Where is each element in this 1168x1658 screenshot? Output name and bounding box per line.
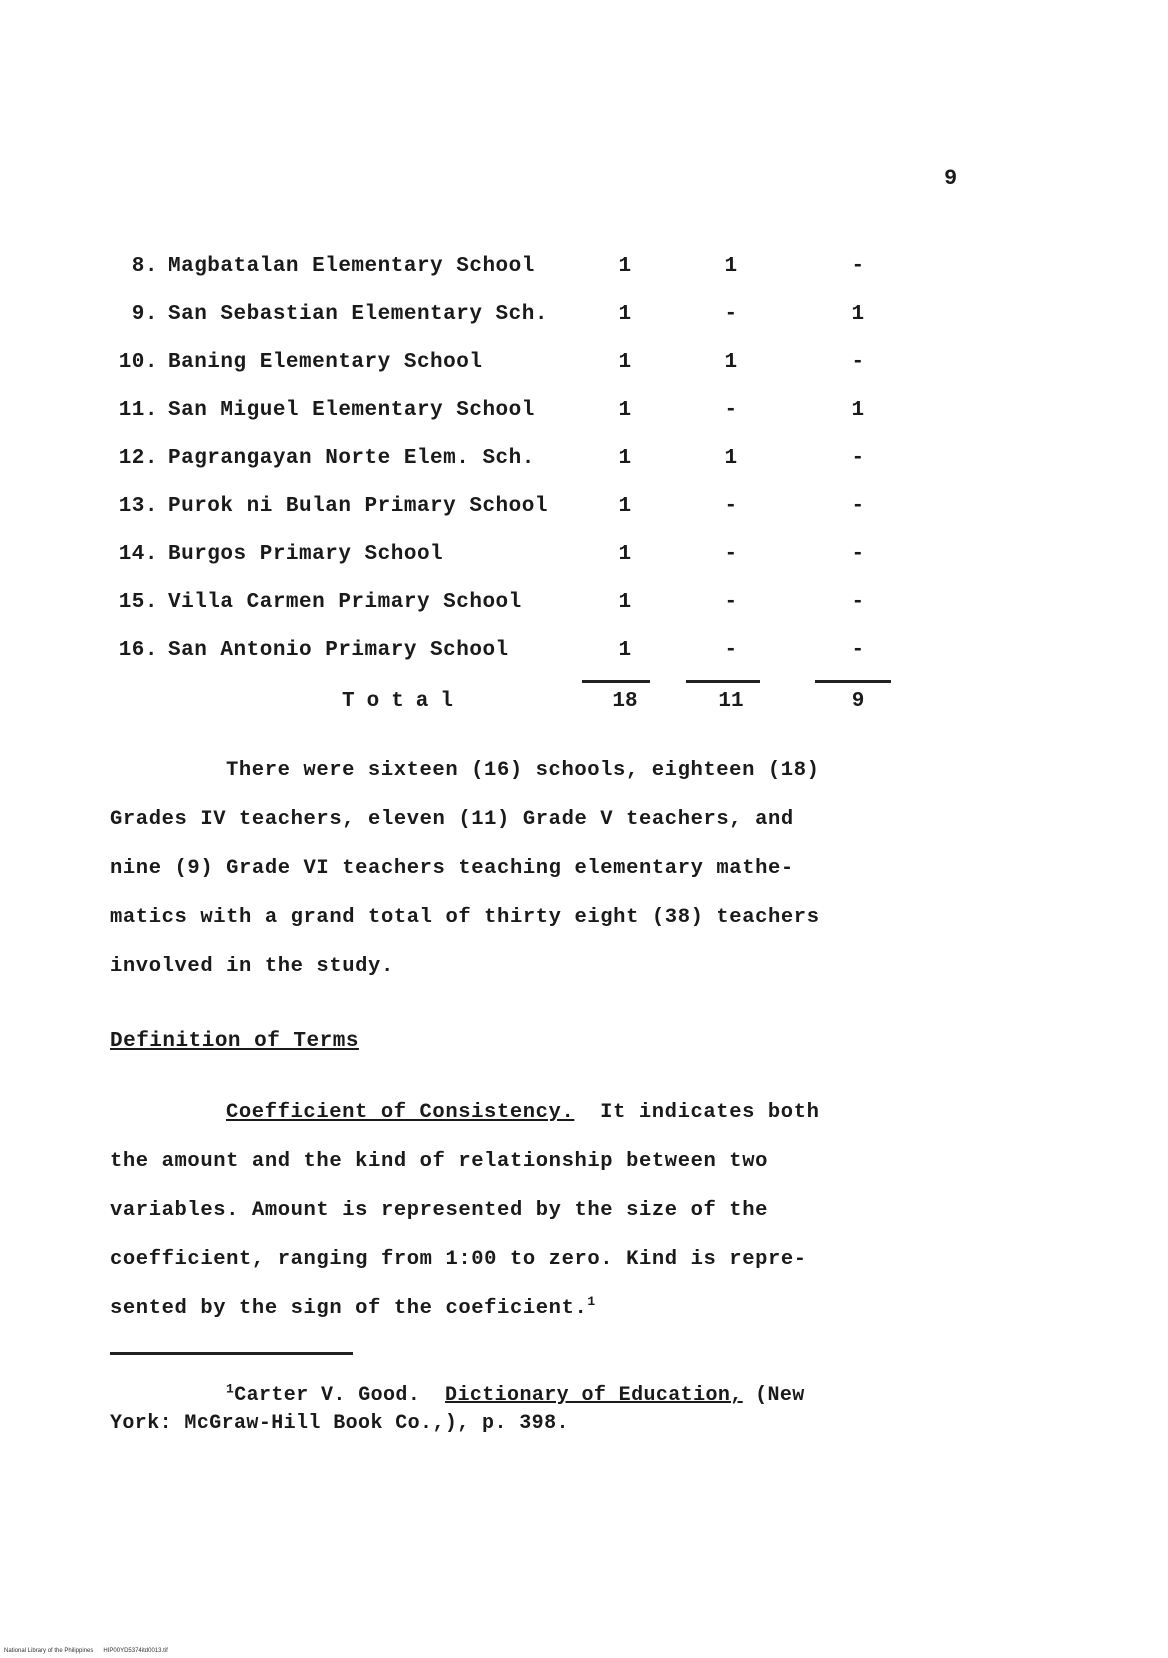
row-number: 10. (118, 351, 158, 374)
summary-line: Grades IV teachers, eleven (11) Grade V teachers, and (110, 808, 794, 831)
grade-v-count: - (724, 639, 738, 662)
summary-paragraph (110, 746, 910, 991)
total-grade-v: 11 (718, 690, 744, 713)
row-number: 16. (118, 639, 158, 662)
grade-iv-count: 1 (618, 639, 632, 662)
scan-footer (4, 1648, 168, 1654)
grade-iv-count: 1 (618, 255, 632, 278)
table-row (108, 495, 908, 543)
definition-text: It indicates both (600, 1101, 820, 1124)
definition-text: sented by the sign of the coeficient. (110, 1297, 588, 1320)
row-number: 8. (131, 255, 158, 278)
defined-term: Coefficient of Consistency. (226, 1101, 575, 1124)
footnote-title: Dictionary of Education, (445, 1384, 743, 1407)
row-number: 11. (118, 399, 158, 422)
summary-line: involved in the study. (110, 955, 394, 978)
footnote-line (110, 1382, 910, 1410)
definition-line: variables. Amount is represented by the size of the (110, 1199, 769, 1222)
school-name: Baning Elementary School (168, 351, 483, 374)
grade-v-count: 1 (724, 351, 738, 374)
footnote-mark: 1 (226, 1381, 235, 1397)
school-name: Purok ni Bulan Primary School (168, 495, 548, 518)
page-number: 9 (944, 166, 958, 191)
table-row (108, 591, 908, 639)
table-row (108, 543, 908, 591)
grade-iv-count: 1 (618, 495, 632, 518)
footnote (110, 1382, 910, 1438)
total-label: Total (342, 690, 466, 713)
table-row (108, 351, 908, 399)
total-rule-grade-v (686, 680, 760, 683)
total-grade-vi: 9 (851, 690, 865, 713)
definition-line (110, 1284, 910, 1333)
grade-v-count: - (724, 303, 738, 326)
grade-v-count: - (724, 399, 738, 422)
grade-iv-count: 1 (618, 303, 632, 326)
grade-v-count: - (724, 495, 738, 518)
table-row (108, 639, 908, 687)
definition-line: coefficient, ranging from 1:00 to zero. Kind is repre- (110, 1248, 807, 1271)
grade-iv-count: 1 (618, 543, 632, 566)
grade-iv-count: 1 (618, 591, 632, 614)
grade-vi-count: 1 (851, 399, 865, 422)
total-row (108, 690, 908, 720)
grade-vi-count: - (851, 447, 865, 470)
grade-vi-count: - (851, 639, 865, 662)
summary-line: There were sixteen (16) schools, eighteen (18) (226, 759, 820, 782)
table-row (108, 447, 908, 495)
grade-iv-count: 1 (618, 351, 632, 374)
footnote-reference: 1 (587, 1294, 596, 1310)
grade-vi-count: 1 (851, 303, 865, 326)
footnote-author: Carter V. Good. (234, 1384, 421, 1407)
file-name: HIP00YD5374itd0013.tif (103, 1648, 168, 1654)
total-grade-iv: 18 (612, 690, 638, 713)
footnote-divider (110, 1352, 353, 1355)
grade-vi-count: - (851, 591, 865, 614)
library-credit: National Library of the Philippines (4, 1648, 94, 1654)
school-name: Burgos Primary School (168, 543, 444, 566)
definition-paragraph (110, 1088, 910, 1333)
total-rule-grade-iv (582, 680, 650, 683)
grade-vi-count: - (851, 495, 865, 518)
row-number: 13. (118, 495, 158, 518)
school-name: San Sebastian Elementary Sch. (168, 303, 548, 326)
definition-line: the amount and the kind of relationship between two (110, 1150, 769, 1173)
summary-line: nine (9) Grade VI teachers teaching elementary mathe- (110, 857, 794, 880)
grade-iv-count: 1 (618, 399, 632, 422)
row-number: 14. (118, 543, 158, 566)
school-name: Pagrangayan Norte Elem. Sch. (168, 447, 535, 470)
school-name: Villa Carmen Primary School (168, 591, 522, 614)
grade-v-count: - (724, 543, 738, 566)
table-row (108, 399, 908, 447)
footnote-text: (New (742, 1384, 805, 1407)
total-rule-grade-vi (815, 680, 891, 683)
grade-vi-count: - (851, 255, 865, 278)
school-name: San Antonio Primary School (168, 639, 509, 662)
table-row (108, 255, 908, 303)
grade-iv-count: 1 (618, 447, 632, 470)
row-number: 9. (131, 303, 158, 326)
schools-table (108, 255, 908, 687)
school-name: San Miguel Elementary School (168, 399, 535, 422)
row-number: 12. (118, 447, 158, 470)
grade-vi-count: - (851, 351, 865, 374)
table-row (108, 303, 908, 351)
grade-v-count: 1 (724, 447, 738, 470)
section-heading: Definition of Terms (110, 1030, 359, 1053)
grade-vi-count: - (851, 543, 865, 566)
definition-line (110, 1088, 910, 1137)
school-name: Magbatalan Elementary School (168, 255, 535, 278)
footnote-line: York: McGraw-Hill Book Co.,), p. 398. (110, 1412, 569, 1435)
summary-line: matics with a grand total of thirty eight (38) teachers (110, 906, 820, 929)
grade-v-count: 1 (724, 255, 738, 278)
grade-v-count: - (724, 591, 738, 614)
row-number: 15. (118, 591, 158, 614)
